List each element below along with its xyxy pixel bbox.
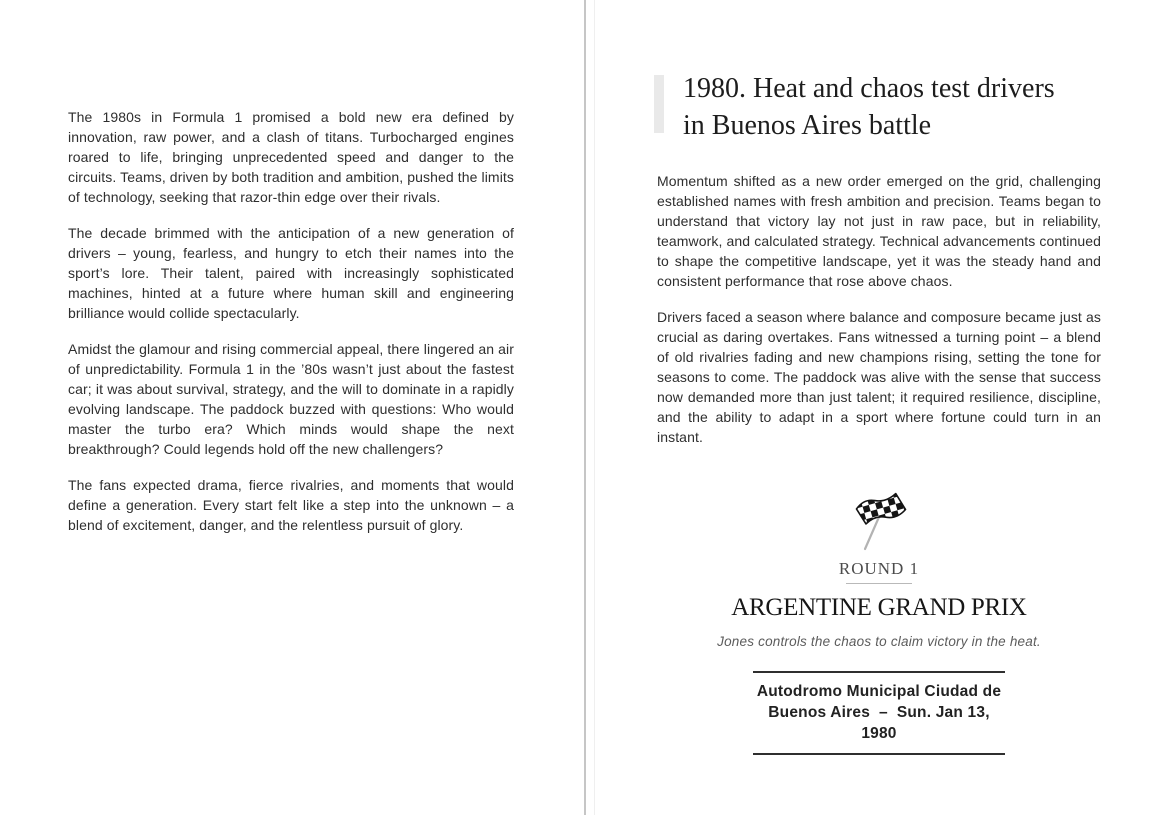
intro-paragraph: The 1980s in Formula 1 promised a bold new era defined by innovation, raw power, and a clash of titans. Turbocharged engines roared to life, bringing unprecedented speed and danger to the circuits. Teams, driven by both tradition and ambition, pushed the limits of technology, seeking that razor-thin edge over their rivals. — [68, 109, 514, 205]
venue-and-date — [753, 673, 1005, 753]
race-card — [657, 491, 1101, 755]
intro-paragraph: The decade brimmed with the anticipation of a new generation of drivers – young, fearless, and hungry to etch their names into the sport’s lore. Their talent, paired with increasingly sophisticated machines, hinted at a future where human skill and engineering brilliance would collide spectacularly. — [68, 225, 514, 321]
checkered-flag-icon — [657, 491, 1101, 553]
venue-card — [753, 671, 1005, 755]
right-page-column — [657, 0, 1101, 755]
intro-paragraph: The fans expected drama, fierce rivalries, and moments that would define a generation. Every start felt like a step into the unknown – a blend of excitement, danger, and the relentless pursuit of glory. — [68, 477, 514, 533]
venue-line: Autodromo Municipal Ciudad de — [756, 683, 1002, 700]
race-tagline: Jones controls the chaos to claim victory in the heat. — [717, 634, 1041, 649]
heading-accent-bar — [654, 75, 664, 133]
page-divider-shadow — [594, 0, 595, 815]
chapter-title: 1980. Heat and chaos test drivers in Buenos Aires battle — [683, 73, 1055, 141]
page-divider — [584, 0, 586, 815]
intro-paragraph: Amidst the glamour and rising commercial appeal, there lingered an air of unpredictability. Formula 1 in the ’80s wasn’t just about the fastest car; it was about survival, strategy, and the will to dominate in a rapidly evolving landscape. The paddock buzzed with questions: Who would master the turbo era? Which minds would shape the next breakthrough? Could legends hold off the new challengers? — [68, 341, 514, 457]
venue-rule-bottom — [753, 753, 1005, 755]
left-page-column — [68, 107, 514, 551]
venue-date-line: Buenos Aires – Sun. Jan 13, 1980 — [768, 704, 990, 742]
round-underline — [846, 583, 912, 584]
chapter-heading-row — [657, 70, 1101, 144]
round-label: ROUND 1 — [838, 559, 920, 578]
chapter-paragraph: Drivers faced a season where balance and composure became just as crucial as daring overtakes. Fans witnessed a turning point – a blend of old rivalries fading and new champions rising, setting the tone for seasons to come. The paddock was alive with the sense that success now demanded more than just talent; it required resilience, discipline, and the ability to adapt in a sport where fortune could turn in an instant. — [657, 309, 1101, 445]
chapter-paragraph: Momentum shifted as a new order emerged on the grid, challenging established names with fresh ambition and precision. Teams began to understand that victory lay not just in raw pace, but in reliability, teamwork, and calculated strategy. Technical advancements continued to shape the competitive landscape, yet it was the steady hand and consistent performance that rose above chaos. — [657, 173, 1101, 289]
race-title: ARGENTINE GRAND PRIX — [731, 594, 1027, 621]
